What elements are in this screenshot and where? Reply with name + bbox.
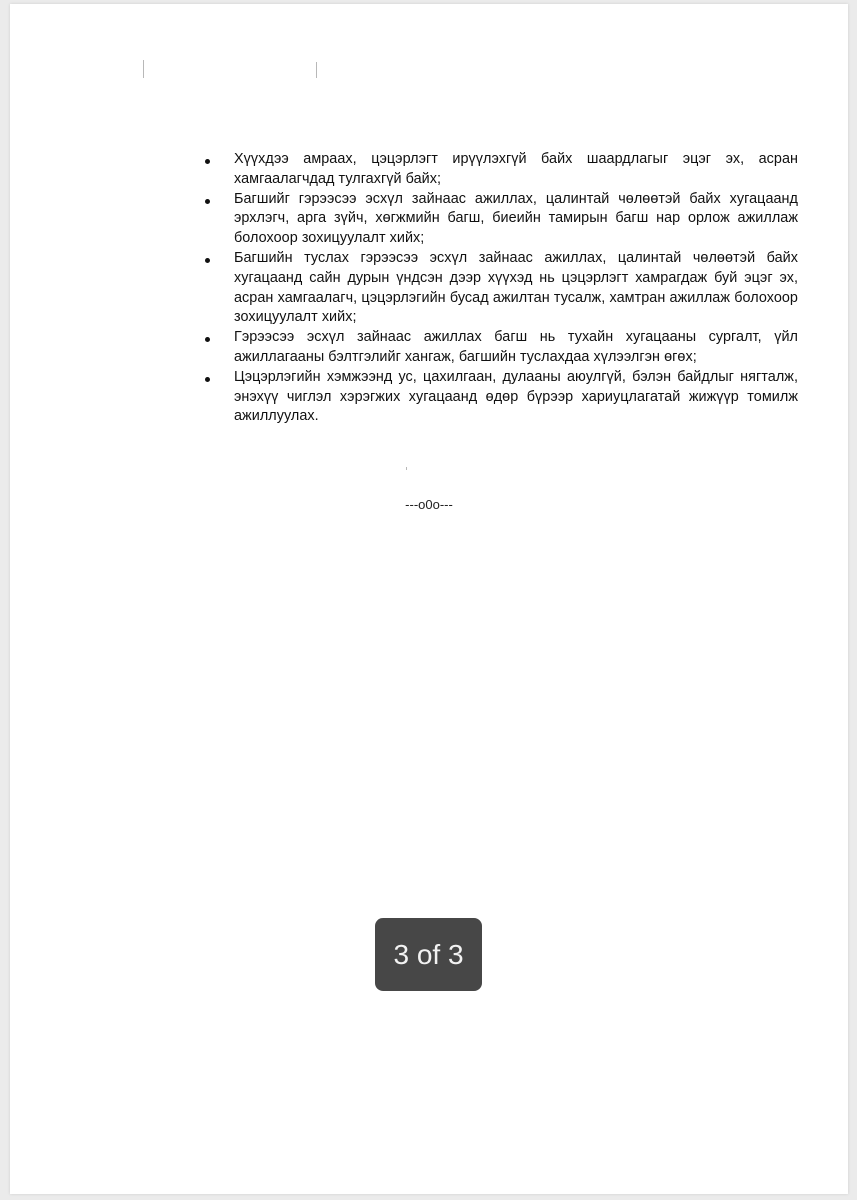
list-item-text: Хүүхдээ амраах, цэцэрлэгт ирүүлэхгүй байх шаардлагыг эцэг эх, асран хамгаалагчдад тулгахгүй байх; [234, 151, 798, 187]
bullet-icon [205, 258, 210, 263]
end-of-document-mark: ---o0o--- [405, 497, 453, 512]
page-indicator: 3 of 3 [375, 918, 482, 991]
list-item [198, 190, 798, 249]
list-item [198, 328, 798, 368]
bullet-icon [205, 159, 210, 164]
bullet-list [198, 150, 798, 427]
list-item [198, 249, 798, 328]
scan-speck [316, 62, 317, 78]
scan-speck [143, 60, 144, 78]
bullet-icon [205, 337, 210, 342]
list-item [198, 368, 798, 427]
scan-speck [406, 467, 407, 470]
bullet-icon [205, 199, 210, 204]
list-item-text: Гэрээсээ эсхүл зайнаас ажиллах багш нь тухайн хугацааны сургалт, үйл ажиллагааны бэлтгэлийг хангаж, багшийн туслахдаа хүлээлгэн өгөх; [234, 329, 798, 365]
list-item-text: Цэцэрлэгийн хэмжээнд ус, цахилгаан, дулааны аюулгүй, бэлэн байдлыг нягталж, энэхүү чиглэл хэрэгжих хугацаанд өдөр бүрээр хариуцлагатай жижүүр томилж ажиллуулах. [234, 368, 798, 425]
list-item-text: Багшийг гэрээсээ эсхүл зайнаас ажиллах, цалинтай чөлөөтэй байх хугацаанд эрхлэгч, арга зүйч, хөгжмийн багш, биеийн тамирын багш нар орлож ажиллаж болохоор зохицуулалт хийх; [234, 190, 798, 247]
document-page [10, 4, 848, 1194]
bullet-icon [205, 377, 210, 382]
list-item-text: Багшийн туслах гэрээсээ эсхүл зайнаас ажиллах, цалинтай чөлөөтэй байх хугацаанд сайн дурын үндсэн дээр хүүхэд нь цэцэрлэгт хамрагдаж буй эцэг эх, асран хамгаалагч, цэцэрлэгийн бусад ажилтан тусалж, хамтран ажиллаж болохоор зохицуулалт хийх; [234, 249, 798, 326]
list-item [198, 150, 798, 190]
